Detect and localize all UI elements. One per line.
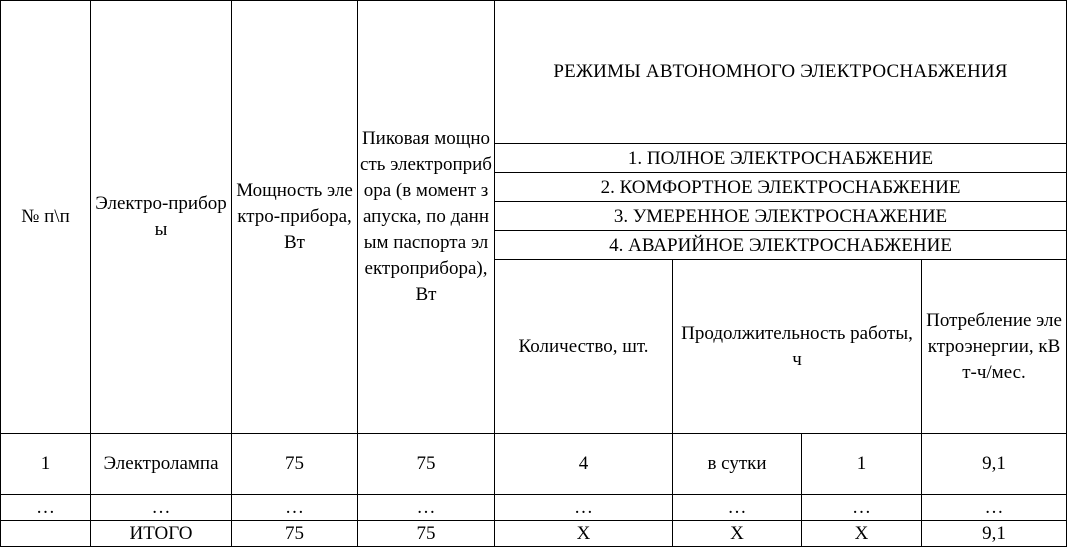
cell-quantity: … [495, 495, 673, 521]
cell-consumption: … [922, 495, 1067, 521]
total-period: Х [673, 521, 802, 547]
cell-consumption: 9,1 [922, 434, 1067, 495]
cell-num: … [1, 495, 91, 521]
cell-period: … [673, 495, 802, 521]
table-row [1, 495, 1067, 521]
header-consumption: Потребление электроэнергии, кВт-ч/мес. [922, 260, 1067, 434]
table-row [1, 434, 1067, 495]
header-modes-title: РЕЖИМЫ АВТОНОМНОГО ЭЛЕКТРОСНАБЖЕНИЯ [495, 1, 1067, 144]
cell-quantity: 4 [495, 434, 673, 495]
cell-num: 1 [1, 434, 91, 495]
total-power: 75 [232, 521, 358, 547]
mode-comfort: 2. КОМФОРТНОЕ ЭЛЕКТРОСНАБЖЕНИЕ [495, 173, 1067, 202]
cell-power: … [232, 495, 358, 521]
cell-hours: 1 [802, 434, 922, 495]
header-duration: Продолжительность работы, ч [673, 260, 922, 434]
header-power: Мощность электро-прибора, Вт [232, 1, 358, 434]
cell-empty [1, 521, 91, 547]
cell-hours: … [802, 495, 922, 521]
cell-peak: … [358, 495, 495, 521]
cell-power: 75 [232, 434, 358, 495]
mode-full: 1. ПОЛНОЕ ЭЛЕКТРОСНАБЖЕНИЕ [495, 144, 1067, 173]
mode-moderate: 3. УМЕРЕННОЕ ЭЛЕКТРОСНАЖЕНИЕ [495, 202, 1067, 231]
cell-peak: 75 [358, 434, 495, 495]
header-peak: Пиковая мощность электроприбора (в момент запуска, по данным паспорта электроприбора), Вт [358, 1, 495, 434]
total-label: ИТОГО [91, 521, 232, 547]
total-consumption: 9,1 [922, 521, 1067, 547]
mode-emergency: 4. АВАРИЙНОЕ ЭЛЕКТРОСНАБЖЕНИЕ [495, 231, 1067, 260]
header-devices: Электро-приборы [91, 1, 232, 434]
total-peak: 75 [358, 521, 495, 547]
cell-period: в сутки [673, 434, 802, 495]
total-row [1, 521, 1067, 547]
total-quantity: Х [495, 521, 673, 547]
header-quantity: Количество, шт. [495, 260, 673, 434]
cell-device: Электролампа [91, 434, 232, 495]
total-hours: Х [802, 521, 922, 547]
header-num: № п\п [1, 1, 91, 434]
cell-device: … [91, 495, 232, 521]
